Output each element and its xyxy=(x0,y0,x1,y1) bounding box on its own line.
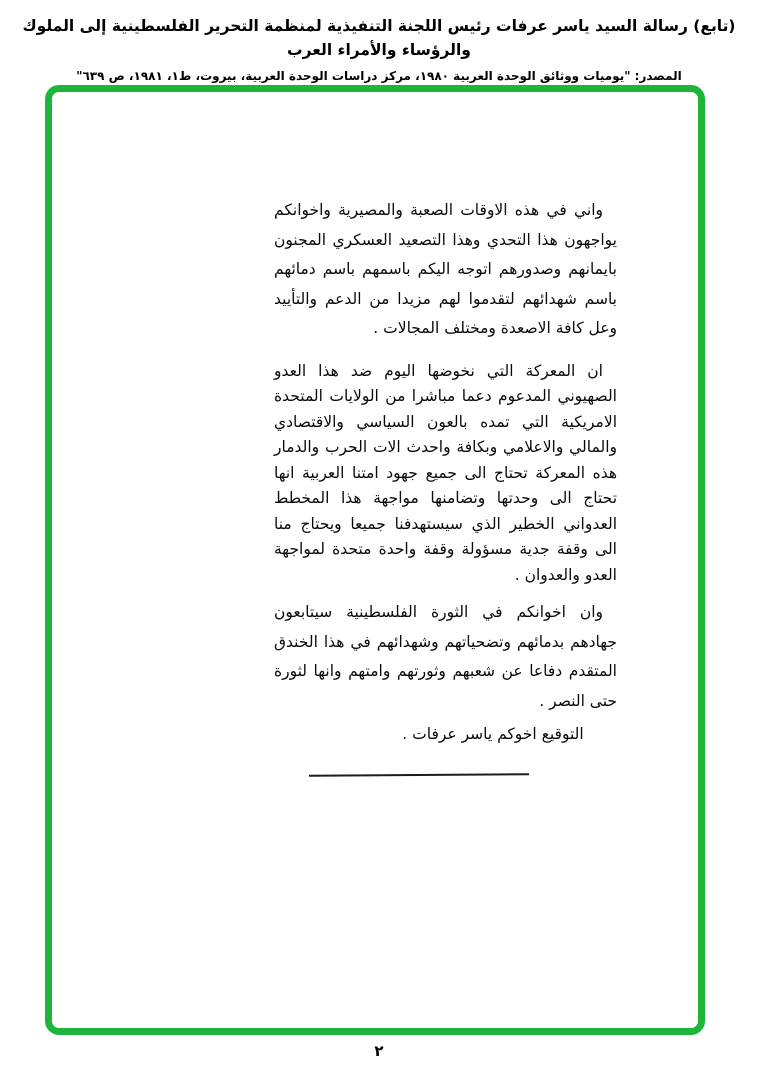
signature-divider xyxy=(309,773,529,777)
text-line: هذا المخطط العدواني الخطير الذي سيستهدفنا جميعا ويحتاج xyxy=(274,489,617,533)
document-title: (تابع) رسالة السيد ياسر عرفات رئيس اللجنة التنفيذية لمنظمة التحرير الفلسطينية إلى الملوك والرؤساء والأمراء العرب xyxy=(22,17,736,59)
text-line: جهود امتنا العربية انها تحتاج الى وحدتها وتضامنها مواجهة xyxy=(274,463,618,507)
text-line: وان اخوانكم في الثورة الفلسطينية سيتابعون جهادهم xyxy=(274,603,617,651)
text-line: واني في هذه الاوقات الصعبة والمصيرية واخوانكم xyxy=(274,201,603,219)
text-line: عن شعبهم وثورتهم وامتهم وانها لثورة حتى النصر . xyxy=(274,662,617,710)
text-line: ان المعركة التي نخوضها اليوم ضد هذا العدو الصهيوني xyxy=(274,361,617,405)
letter-paragraph xyxy=(274,598,617,716)
letter-body xyxy=(274,196,617,776)
text-line: واحدث الات الحرب والدمار هذه المعركة تحتاج الى جميع xyxy=(274,438,617,482)
text-line: شهدائهم لتقدموا لهم مزيدا من الدعم والتأييد وعل كافة xyxy=(274,289,617,337)
text-line: المدعوم دعما مباشرا من الولايات المتحدة الامريكية التي تمده xyxy=(274,387,618,431)
text-line: يواجهون هذا التحدي وهذا التصعيد العسكري المجنون xyxy=(274,230,617,249)
text-line: منا الى وقفة جدية مسؤولة وقفة واحدة متحدة لمواجهة العدو xyxy=(274,514,617,584)
letter-paragraph xyxy=(274,196,617,344)
text-line: والعدوان . xyxy=(514,565,580,584)
text-line: بايمانهم وصدورهم اتوجه اليكم باسمهم باسم دمائهم باسم xyxy=(274,260,617,308)
page-header xyxy=(0,14,758,86)
letter-paragraph xyxy=(274,359,617,589)
signature-line: التوقيع اخوكم ياسر عرفات . xyxy=(402,725,584,743)
text-line: بدمائهم وتضحياتهم وشهدائهم في هذا الخندق المتقدم دفاعا xyxy=(274,632,617,680)
text-line: الاصعدة ومختلف المجالات . xyxy=(373,319,551,337)
document-source-citation: المصدر: "يوميات ووثائق الوحدة العربية ١٩٨٠، مركز دراسات الوحدة العربية، بيروت، ط١، ١٩٨١، ص ٦٣٩" xyxy=(76,69,682,83)
page-number: ٢ xyxy=(374,1042,384,1060)
text-line: بالعون السياسي والاقتصادي والمالي والاعلامي وبكافة xyxy=(274,412,617,456)
green-document-frame xyxy=(45,85,705,1035)
